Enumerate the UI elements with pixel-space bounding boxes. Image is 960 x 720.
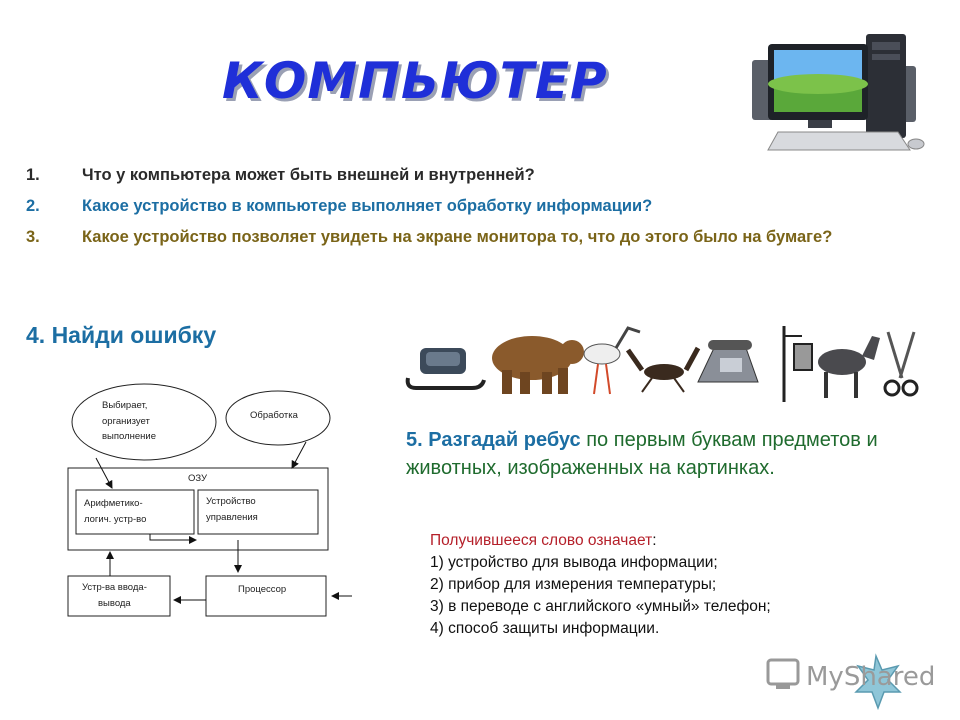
svg-text:Обработка [250,410,299,421]
computer-icon [748,30,928,154]
svg-text:управления [206,512,258,523]
meaning-item-4: 4) способ защиты информации. [430,620,660,637]
svg-text:Процессор [238,584,286,595]
svg-text:вывода [98,598,131,609]
ellipse-left-line1: Выбирает, [102,400,148,411]
telephone-icon [698,340,758,382]
page-title: КОМПЬЮТЕР [222,52,608,110]
rebus-pictures [402,322,922,406]
ellipse-left-line3: выполнение [102,431,157,442]
sled-icon [408,348,484,388]
alu-box [76,490,194,534]
meaning-item-2: 2) прибор для измерения температуры; [430,576,717,593]
bear-icon [492,336,584,394]
svg-text:Устр-ва ввода- [82,582,147,593]
control-line2: управления [206,512,258,523]
svg-text:ОЗУ [188,473,208,484]
meaning-item-3: 3) в переводе с английского «умный» телефон; [430,598,771,615]
scissors-icon [885,332,917,395]
rebus-text: по первым буквам предметов и животных, изображенных на картинках. [406,429,878,479]
crayfish-icon [628,348,698,392]
alu-line1: Арифметико- [84,498,143,509]
stork-icon [584,328,640,394]
svg-text:Выбирает, [102,400,147,411]
io-line1: Устр-ва ввода- [82,582,147,593]
meaning-intro: Получившееся слово означает: [430,532,657,549]
find-error-heading: 4. Найди ошибку [26,322,217,348]
ozu-label: ОЗУ [188,473,208,484]
svg-text:выполнение [102,431,156,442]
question-3: 3. Какое устройство позволяет увидеть на экране монитора то, что до этого было на бумаге? [26,228,833,246]
svg-text:Арифметико- [84,498,143,509]
donkey-icon [818,336,880,398]
ellipse-right-label: Обработка [250,410,298,421]
cpu-box [206,576,326,616]
io-line2: вывода [98,598,131,609]
svg-text:логич. устр-во [84,514,146,525]
svg-text:организует [102,416,151,427]
ellipse-left-line2: организует [102,416,150,427]
alu-line2: логич. устр-во [84,514,147,525]
meaning-block [430,530,910,640]
computer-structure-diagram [60,380,360,630]
rebus-task [406,426,906,482]
meaning-item-1: 1) устройство для вывода информации; [430,554,718,571]
logo-text[interactable]: MyShared [806,662,936,692]
rebus-heading: 5. Разгадай ребус [406,429,581,451]
control-line1: Устройство [206,496,256,507]
svg-text:Устройство [206,496,256,507]
lantern-icon [784,326,812,402]
cpu-label: Процессор [238,584,287,595]
